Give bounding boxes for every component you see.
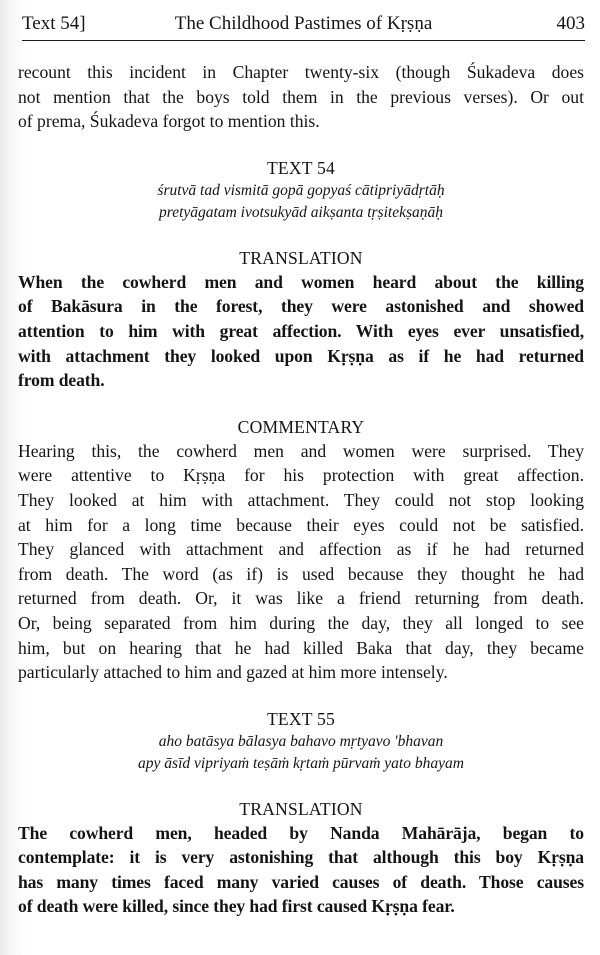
text-54-verse (18, 180, 584, 224)
text-line: with attachment they looked upon Kṛṣṇa as if he had returned (18, 345, 584, 366)
text-line: When the cowherd men and women heard about the killing (18, 271, 584, 292)
header-chapter-title: The Childhood Pastimes of Kṛṣṇa (174, 13, 433, 34)
text-54-heading: TEXT 54 (266, 157, 336, 178)
text-line: particularly attached to him and gazed at him more intensely. (18, 662, 448, 683)
text-54-commentary (18, 439, 584, 685)
text-55-heading: TEXT 55 (266, 708, 336, 729)
text-55-translation (18, 821, 584, 919)
text-line: of prema, Śukadeva forgot to mention this. (18, 111, 320, 132)
header-verse-ref: Text 54] (22, 13, 86, 34)
text-line: Hearing this, the cowherd men and women were surprised. They (18, 440, 584, 461)
text-line: him, but on hearing that he had killed Baka that day, they became (18, 637, 584, 658)
verse-line: aho batāsya bālasya bahavo mṛtyavo 'bhavan (158, 732, 444, 750)
text-line: of Bakāsura in the forest, they were astonished and showed (18, 296, 584, 317)
verse-line: pretyāgatam ivotsukyād aikṣanta tṛṣitekṣaṇāḥ (159, 203, 443, 221)
text-54-commentary-heading: COMMENTARY (237, 416, 365, 437)
text-55-translation-heading: TRANSLATION (239, 798, 363, 819)
text-line: at him for a long time because their eyes could not be satisfied. (18, 514, 584, 535)
verse-line: apy āsīd vipriyaṁ teṣāṁ kṛtaṁ pūrvaṁ yato bhayam (138, 754, 464, 772)
text-line: were attentive to Kṛṣṇa for his protection with great affection. (18, 465, 584, 486)
text-54-translation (18, 270, 584, 393)
text-line: not mention that the boys told them in the previous verses). Or out (18, 86, 584, 107)
page-number: 403 (556, 13, 585, 34)
text-line: has many times faced many varied causes of death. Those causes (18, 871, 584, 892)
text-line: contemplate: it is very astonishing that although this boy Kṛṣṇa (18, 847, 584, 868)
text-line: returned from death. Or, it was like a friend returning from death. (18, 588, 584, 609)
text-line: The cowherd men, headed by Nanda Mahārāja, began to (18, 822, 584, 843)
text-54-translation-heading: TRANSLATION (239, 247, 363, 268)
verse-line: śrutvā tad vismitā gopā gopyaś cātipriyādṛtāḥ (157, 181, 445, 199)
text-line: recount this incident in Chapter twenty-six (though Śukadeva does (18, 62, 584, 82)
text-55-verse (18, 731, 584, 775)
text-line: They looked at him with attachment. They could not stop looking (18, 489, 584, 510)
running-header (22, 10, 585, 41)
text-line: from death. The word (as if) is used because they thought he had (18, 563, 584, 584)
text-line: from death. (18, 370, 105, 391)
page-body (18, 60, 584, 919)
text-line: attention to him with great affection. With eyes ever unsatisfied, (18, 320, 584, 341)
text-line: They glanced with attachment and affection as if he had returned (18, 539, 584, 560)
text-line: Or, being separated from him during the day, they all longed to see (18, 612, 584, 633)
text-line: of death were killed, since they had first caused Kṛṣṇa fear. (18, 896, 455, 917)
intro-paragraph (18, 60, 584, 134)
